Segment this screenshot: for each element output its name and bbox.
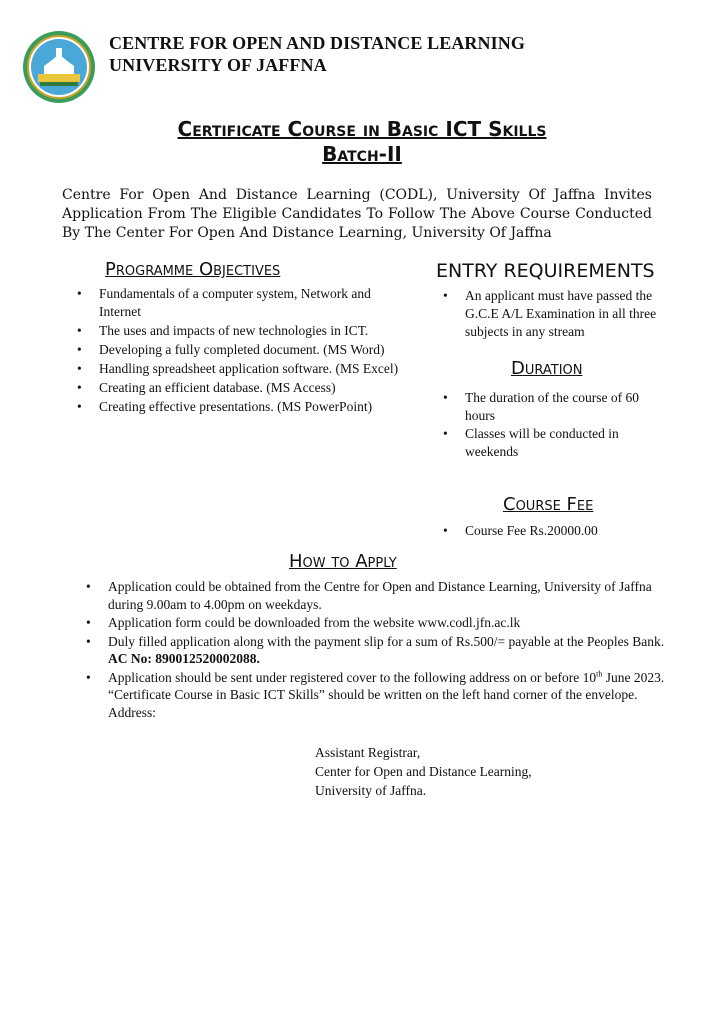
university-seal-icon <box>22 30 96 104</box>
duration-heading: Duration <box>511 358 583 379</box>
list-item: • Application form could be downloaded from the website www.codl.jfn.ac.lk <box>108 614 684 632</box>
list-item <box>108 633 684 668</box>
institution-line-2: UNIVERSITY OF JAFFNA <box>109 55 327 75</box>
deadline-suffix: th <box>596 669 603 678</box>
deadline-lead: Application should be sent under registered cover to the following address on or before <box>108 669 583 685</box>
institution-name <box>109 32 525 76</box>
objectives-list <box>99 285 399 417</box>
intro-paragraph: Centre For Open And Distance Learning (CODL), University Of Jaffna Invites Application From The Eligible Candidates To Follow The Above Course Conducted By The Center For Open And Distance Learning, University Of Jaffna <box>62 187 652 241</box>
duration-list <box>465 389 670 461</box>
course-fee-heading: Course Fee <box>503 494 594 515</box>
payment-text: Duly filled application along with the payment slip for a sum of Rs.500/= payable at the Peoples Bank. <box>108 633 665 649</box>
objectives-heading: Programme Objectives <box>105 259 281 280</box>
list-item: • Course Fee Rs.20000.00 <box>465 522 670 540</box>
list-item: • Developing a fully completed document. (MS Word) <box>99 341 399 359</box>
list-item: • Creating an efficient database. (MS Access) <box>99 379 399 397</box>
list-item: • Handling spreadsheet application software. (MS Excel) <box>99 360 399 378</box>
list-item: • Creating effective presentations. (MS PowerPoint) <box>99 398 399 416</box>
course-title: Certificate Course in Basic ICT Skills <box>177 117 547 141</box>
list-item: • Fundamentals of a computer system, Network and Internet <box>99 285 399 321</box>
entry-list <box>465 287 670 341</box>
list-item: • Classes will be conducted in weekends <box>465 425 670 461</box>
entry-heading: ENTRY REQUIREMENTS <box>436 260 655 282</box>
institution-line-1: CENTRE FOR OPEN AND DISTANCE LEARNING <box>109 33 525 53</box>
course-fee-list <box>465 522 670 540</box>
list-item <box>108 669 684 722</box>
list-item: • The uses and impacts of new technologies in ICT. <box>99 322 399 340</box>
list-item: • Application could be obtained from the Centre for Open and Distance Learning, University of Jaffna during 9.00am to 4.00pm on weekdays. <box>108 578 684 613</box>
address-line-1: Assistant Registrar, <box>315 745 421 760</box>
deadline-text: June 2023. “Certificate Course in Basic ICT Skills” should be written on the left hand corner of the envelope. Address: <box>108 669 665 720</box>
address-line-2: Center for Open and Distance Learning, <box>315 764 532 779</box>
list-item: • An applicant must have passed the G.C.E A/L Examination in all three subjects in any stream <box>465 287 670 341</box>
deadline-day: 10 <box>582 669 597 685</box>
address-line-3: University of Jaffna. <box>315 783 427 798</box>
how-to-apply-heading: How to Apply <box>289 551 397 572</box>
how-to-apply-list <box>108 578 684 722</box>
batch-title: Batch-II <box>322 142 402 166</box>
mailing-address <box>315 743 532 800</box>
list-item: • The duration of the course of 60 hours <box>465 389 670 425</box>
account-number: AC No: 890012520002088. <box>108 651 260 666</box>
